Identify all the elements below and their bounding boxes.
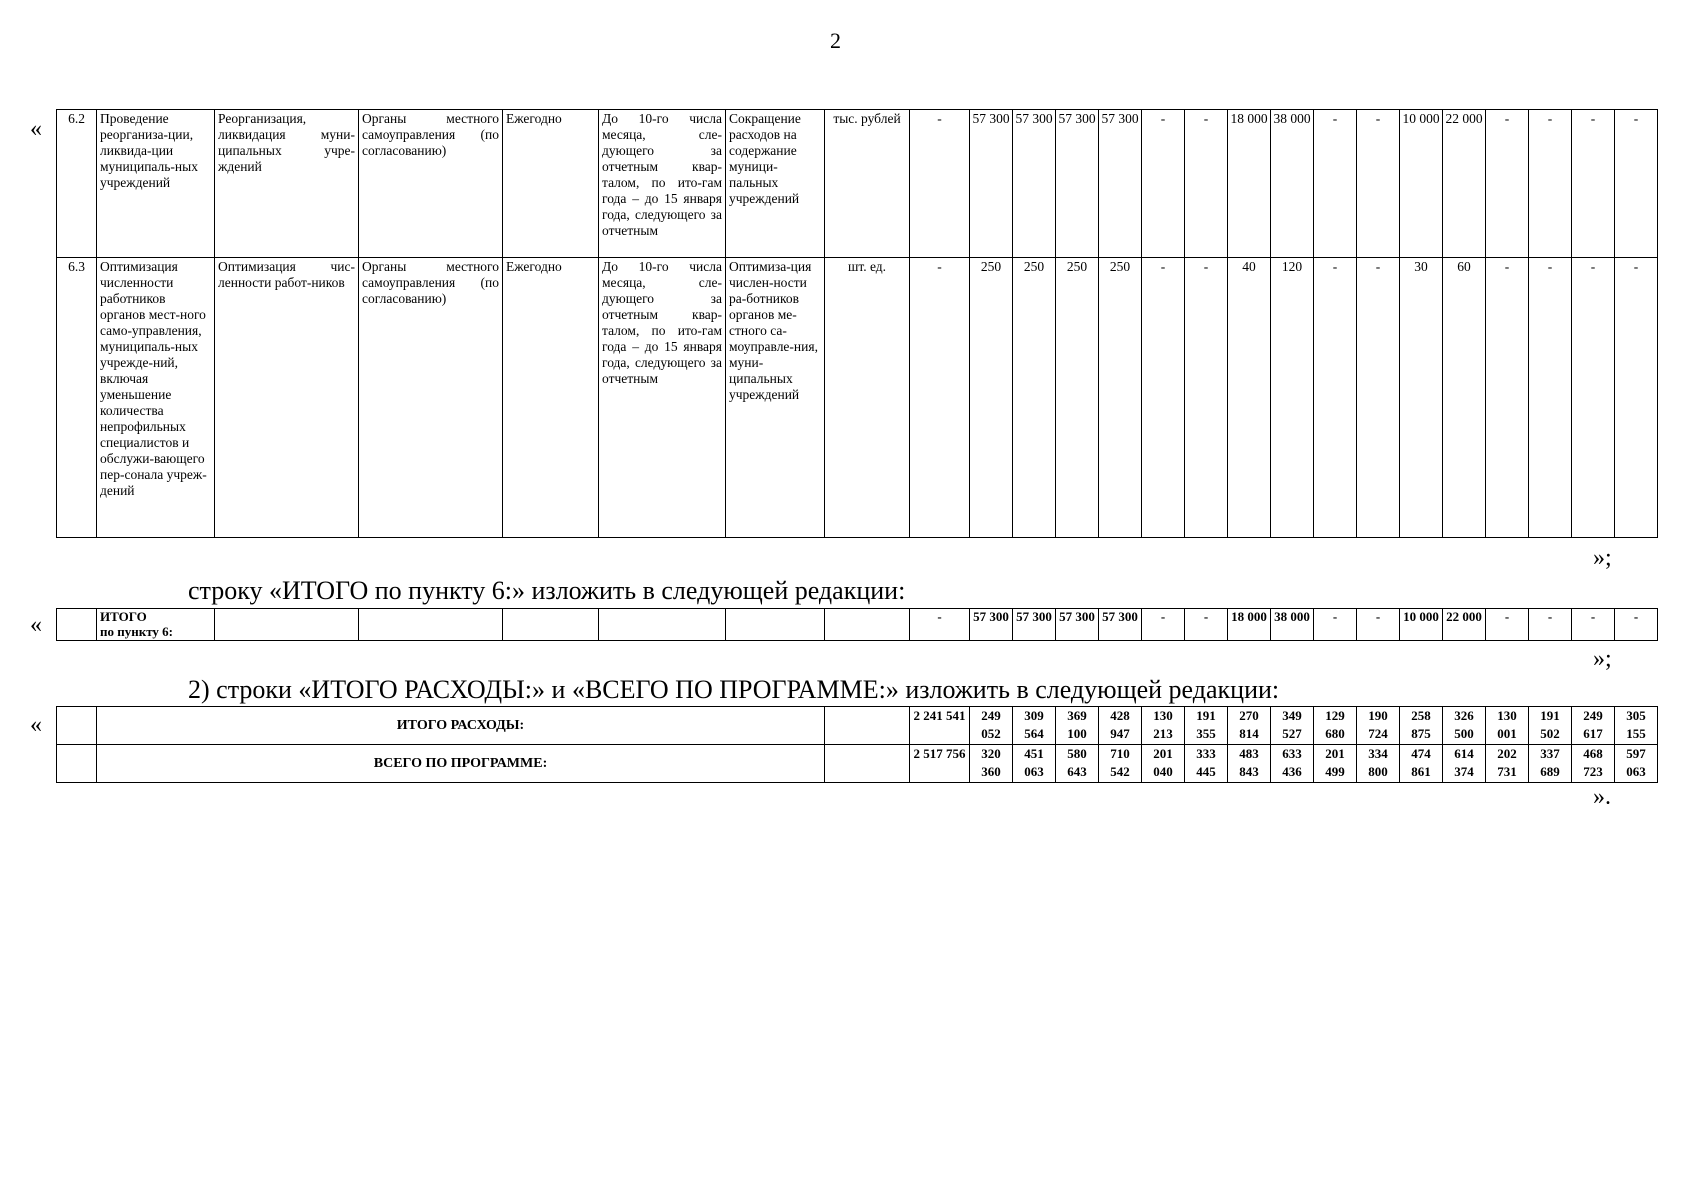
value-cell: -: [1615, 258, 1658, 538]
value-cell: 190 724: [1357, 707, 1400, 745]
value-cell: 249 052: [970, 707, 1013, 745]
value-cell: -: [1142, 110, 1185, 258]
item-content: Оптимизация чис-ленности работ-ников: [215, 258, 359, 538]
open-quote-totals: «: [30, 712, 42, 738]
item-name: Проведение реорганиза-ции, ликвида-ции муниципаль-ных учреждений: [97, 110, 215, 258]
value-cell: 250: [970, 258, 1013, 538]
value-cell: 2 517 756: [910, 745, 970, 783]
value-cell: 633 436: [1271, 745, 1314, 783]
empty-cell: [57, 745, 97, 783]
value-cell: -: [1142, 258, 1185, 538]
value-cell: -: [1142, 609, 1185, 641]
table-row: [57, 745, 1658, 783]
value-cell: 320 360: [970, 745, 1013, 783]
value-cell: 40: [1228, 258, 1271, 538]
item-period: Ежегодно: [503, 258, 599, 538]
value-cell: -: [1357, 258, 1400, 538]
end-quote-itogo6: »;: [1593, 646, 1612, 672]
value-cell: -: [1572, 258, 1615, 538]
value-cell: 250: [1099, 258, 1142, 538]
value-cell: 270 814: [1228, 707, 1271, 745]
table-row: [57, 707, 1658, 745]
value-cell: 10 000: [1400, 110, 1443, 258]
value-cell: -: [1486, 258, 1529, 538]
value-cell: 22 000: [1443, 609, 1486, 641]
value-cell: 334 800: [1357, 745, 1400, 783]
item-result: Сокращение расходов на содержание муници-пальных учреждений: [726, 110, 825, 258]
value-cell: -: [1486, 110, 1529, 258]
value-cell: 428 947: [1099, 707, 1142, 745]
value-cell: -: [1357, 110, 1400, 258]
item-content: Реорганизация, ликвидация муни-ципальных учре-ждений: [215, 110, 359, 258]
value-cell: 60: [1443, 258, 1486, 538]
value-cell: -: [910, 258, 970, 538]
item-number: 6.2: [57, 110, 97, 258]
value-cell: 201 499: [1314, 745, 1357, 783]
value-cell: 597 063: [1615, 745, 1658, 783]
value-cell: 130 213: [1142, 707, 1185, 745]
value-cell: 468 723: [1572, 745, 1615, 783]
value-cell: 38 000: [1271, 609, 1314, 641]
value-cell: 2 241 541: [910, 707, 970, 745]
itogo6-heading: строку «ИТОГО по пункту 6:» изложить в следующей редакции:: [188, 576, 906, 605]
value-cell: 309 564: [1013, 707, 1056, 745]
value-cell: -: [910, 110, 970, 258]
value-cell: 191 355: [1185, 707, 1228, 745]
value-cell: 120: [1271, 258, 1314, 538]
value-cell: 130 001: [1486, 707, 1529, 745]
value-cell: 333 445: [1185, 745, 1228, 783]
value-cell: 57 300: [1013, 609, 1056, 641]
value-cell: 57 300: [970, 609, 1013, 641]
value-cell: 326 500: [1443, 707, 1486, 745]
section6-table: [56, 109, 1658, 538]
value-cell: 580 643: [1056, 745, 1099, 783]
value-cell: -: [1529, 609, 1572, 641]
value-cell: 349 527: [1271, 707, 1314, 745]
value-cell: -: [1314, 258, 1357, 538]
totals-label: ВСЕГО ПО ПРОГРАММЕ:: [97, 745, 825, 783]
value-cell: 202 731: [1486, 745, 1529, 783]
open-quote: «: [30, 116, 42, 142]
value-cell: 250: [1056, 258, 1099, 538]
value-cell: 18 000: [1228, 609, 1271, 641]
value-cell: 249 617: [1572, 707, 1615, 745]
itogo6-label-line1: ИТОГО: [100, 609, 147, 624]
empty-cell: [57, 707, 97, 745]
item-executor: Органы местного самоуправления (по согласованию): [359, 258, 503, 538]
item-unit: тыс. рублей: [825, 110, 910, 258]
value-cell: 57 300: [1013, 110, 1056, 258]
value-cell: 57 300: [1056, 110, 1099, 258]
value-cell: -: [1529, 110, 1572, 258]
itogo6-label-line2: по пункту 6:: [100, 624, 174, 639]
value-cell: 614 374: [1443, 745, 1486, 783]
value-cell: 22 000: [1443, 110, 1486, 258]
item-period: Ежегодно: [503, 110, 599, 258]
value-cell: 710 542: [1099, 745, 1142, 783]
value-cell: 10 000: [1400, 609, 1443, 641]
value-cell: -: [1185, 609, 1228, 641]
value-cell: 18 000: [1228, 110, 1271, 258]
totals-heading: 2) строки «ИТОГО РАСХОДЫ:» и «ВСЕГО ПО ПРОГРАММЕ:» изложить в следующей редакции:: [188, 675, 1280, 704]
value-cell: -: [1314, 609, 1357, 641]
empty-cell: [825, 707, 910, 745]
value-cell: 201 040: [1142, 745, 1185, 783]
item-executor: Органы местного самоуправления (по согласованию): [359, 110, 503, 258]
end-quote-totals: ».: [1593, 784, 1611, 810]
value-cell: 57 300: [970, 110, 1013, 258]
value-cell: 129 680: [1314, 707, 1357, 745]
end-quote-section6: »;: [1593, 545, 1612, 571]
value-cell: 38 000: [1271, 110, 1314, 258]
value-cell: 474 861: [1400, 745, 1443, 783]
value-cell: -: [1185, 110, 1228, 258]
value-cell: -: [1615, 609, 1658, 641]
itogo6-table: [56, 608, 1658, 641]
item-result: Оптимиза-ция числен-ности ра-ботников органов ме-стного са-моуправле-ния, муни-ципальных учреждений: [726, 258, 825, 538]
value-cell: 369 100: [1056, 707, 1099, 745]
value-cell: -: [910, 609, 970, 641]
value-cell: -: [1529, 258, 1572, 538]
value-cell: 451 063: [1013, 745, 1056, 783]
value-cell: -: [1572, 609, 1615, 641]
item-number: 6.3: [57, 258, 97, 538]
value-cell: 250: [1013, 258, 1056, 538]
value-cell: 30: [1400, 258, 1443, 538]
open-quote-itogo6: «: [30, 612, 42, 638]
value-cell: 191 502: [1529, 707, 1572, 745]
value-cell: 57 300: [1099, 609, 1142, 641]
value-cell: -: [1357, 609, 1400, 641]
value-cell: -: [1615, 110, 1658, 258]
value-cell: 483 843: [1228, 745, 1271, 783]
value-cell: 337 689: [1529, 745, 1572, 783]
value-cell: 57 300: [1056, 609, 1099, 641]
table-row: [57, 258, 1658, 538]
value-cell: -: [1314, 110, 1357, 258]
table-row: [57, 110, 1658, 258]
value-cell: 258 875: [1400, 707, 1443, 745]
empty-cell: [825, 745, 910, 783]
totals-table: [56, 706, 1658, 783]
value-cell: -: [1572, 110, 1615, 258]
item-deadline: До 10-го числа месяца, сле-дующего за отчетным квар-талом, по ито-гам года – до 15 января года, следующего за отчетным: [599, 110, 726, 258]
value-cell: 305 155: [1615, 707, 1658, 745]
item-unit: шт. ед.: [825, 258, 910, 538]
item-name: Оптимизация численности работников органов мест-ного само-управления, муниципаль-ных учрежде-ний, включая уменьшение количества непрофильных специалистов и обслужи-вающего пер-сонала учреж-дений: [97, 258, 215, 538]
totals-label: ИТОГО РАСХОДЫ:: [97, 707, 825, 745]
item-deadline: До 10-го числа месяца, сле-дующего за отчетным квар-талом, по ито-гам года – до 15 января года, следующего за отчетным: [599, 258, 726, 538]
page-number: 2: [830, 28, 841, 53]
value-cell: -: [1185, 258, 1228, 538]
value-cell: -: [1486, 609, 1529, 641]
value-cell: 57 300: [1099, 110, 1142, 258]
